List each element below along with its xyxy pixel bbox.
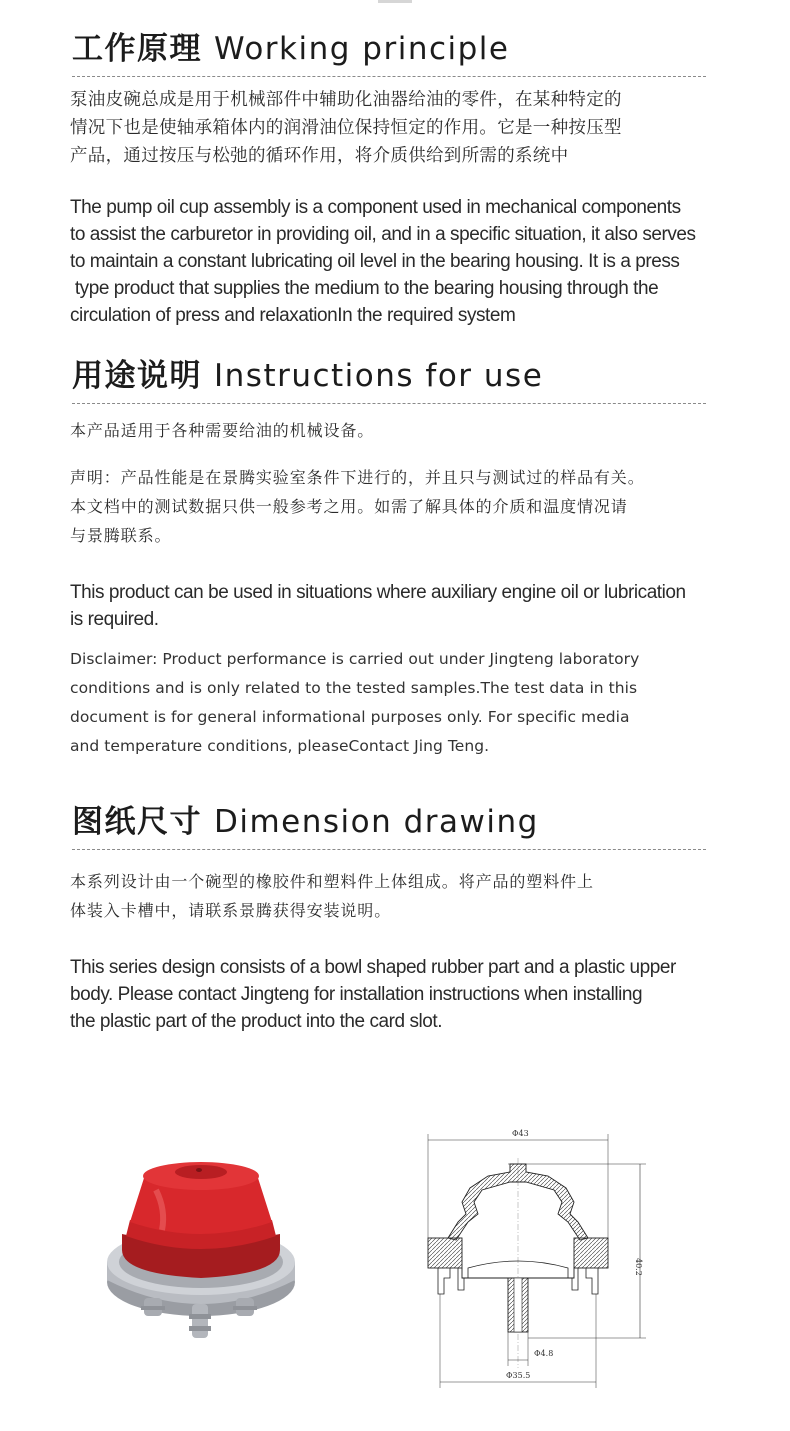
instructions-cn-usage: 本产品适用于各种需要给油的机械设备。 [70, 421, 375, 440]
instructions-en-usage [70, 579, 720, 633]
instructions-cn-disclaimer [70, 463, 720, 550]
dimension-en-paragraph [70, 954, 720, 1035]
instructions-cn-disclaimer-line: 本文档中的测试数据只供一般参考之用。如需了解具体的介质和温度情况请 [70, 497, 628, 516]
instructions-en-disclaimer-line: and temperature conditions, pleaseContact Jing Teng. [70, 737, 490, 755]
section-title-instructions-cn: 用途说明 [72, 358, 202, 394]
instructions-en-disclaimer-line: Disclaimer: Product performance is carried out under Jingteng laboratory [70, 650, 640, 668]
working-en-line: The pump oil cup assembly is a component used in mechanical components [70, 197, 681, 218]
working-en-line: type product that supplies the medium to the bearing housing through the [70, 278, 659, 299]
dimension-cn-line: 本系列设计由一个碗型的橡胶件和塑料件上体组成。将产品的塑料件上 [70, 872, 594, 891]
section-title-working-en: Working principle [214, 31, 510, 67]
section-title-dimension-cn: 图纸尺寸 [72, 804, 202, 840]
section-divider-dimension [72, 849, 706, 850]
instructions-en-disclaimer [70, 645, 720, 761]
dimension-en-line: body. Please contact Jingteng for installation instructions when installing [70, 984, 643, 1005]
section-title-dimension [72, 804, 539, 840]
instructions-cn-disclaimer-line: 声明：产品性能是在景腾实验室条件下进行的，并且只与测试过的样品有关。 [70, 468, 645, 487]
working-en-paragraph [70, 194, 720, 329]
dim-base-label: Φ35.5 [506, 1371, 531, 1380]
section-title-working [72, 31, 510, 67]
working-cn-line: 泵油皮碗总成是用于机械部件中辅助化油器给油的零件，在某种特定的 [70, 90, 622, 110]
top-edge-mark [378, 0, 412, 3]
instructions-cn-disclaimer-line: 与景腾联系。 [70, 526, 172, 545]
dim-top-label: Φ43 [512, 1129, 529, 1138]
section-divider-instructions [72, 403, 706, 404]
working-en-line: to maintain a constant lubricating oil level in the bearing housing. It is a press [70, 251, 680, 272]
product-render-image [96, 1150, 306, 1350]
instructions-en-disclaimer-line: document is for general informational purposes only. For specific media [70, 708, 630, 726]
dimension-cn-line: 体装入卡槽中，请联系景腾获得安装说明。 [70, 901, 392, 920]
working-cn-line: 产品，通过按压与松弛的循环作用，将介质供给到所需的系统中 [70, 146, 569, 166]
dimension-en-line: This series design consists of a bowl shaped rubber part and a plastic upper [70, 957, 676, 978]
section-title-instructions [72, 358, 544, 394]
instructions-en-usage-line: This product can be used in situations where auxiliary engine oil or lubrication [70, 582, 686, 603]
instructions-en-usage-line: is required. [70, 609, 159, 630]
section-title-working-cn: 工作原理 [72, 31, 202, 67]
dimension-cn-paragraph [70, 867, 720, 925]
working-en-line: to assist the carburetor in providing oil, and in a specific situation, it also serves [70, 224, 696, 245]
instructions-en-disclaimer-line: conditions and is only related to the tested samples.The test data in this [70, 679, 638, 697]
section-divider-working [72, 76, 706, 77]
working-cn-line: 情况下也是使轴承箱体内的润滑油位保持恒定的作用。它是一种按压型 [70, 118, 622, 138]
dim-nozzle-label: Φ4.8 [534, 1349, 554, 1358]
dimension-drawing [408, 1118, 658, 1393]
section-title-dimension-en: Dimension drawing [214, 804, 539, 840]
dim-height-label: 40.2 [634, 1258, 643, 1276]
working-en-line: circulation of press and relaxationIn the required system [70, 305, 516, 326]
working-cn-paragraph [70, 86, 720, 170]
section-title-instructions-en: Instructions for use [214, 358, 544, 394]
dimension-en-line: the plastic part of the product into the card slot. [70, 1011, 443, 1032]
